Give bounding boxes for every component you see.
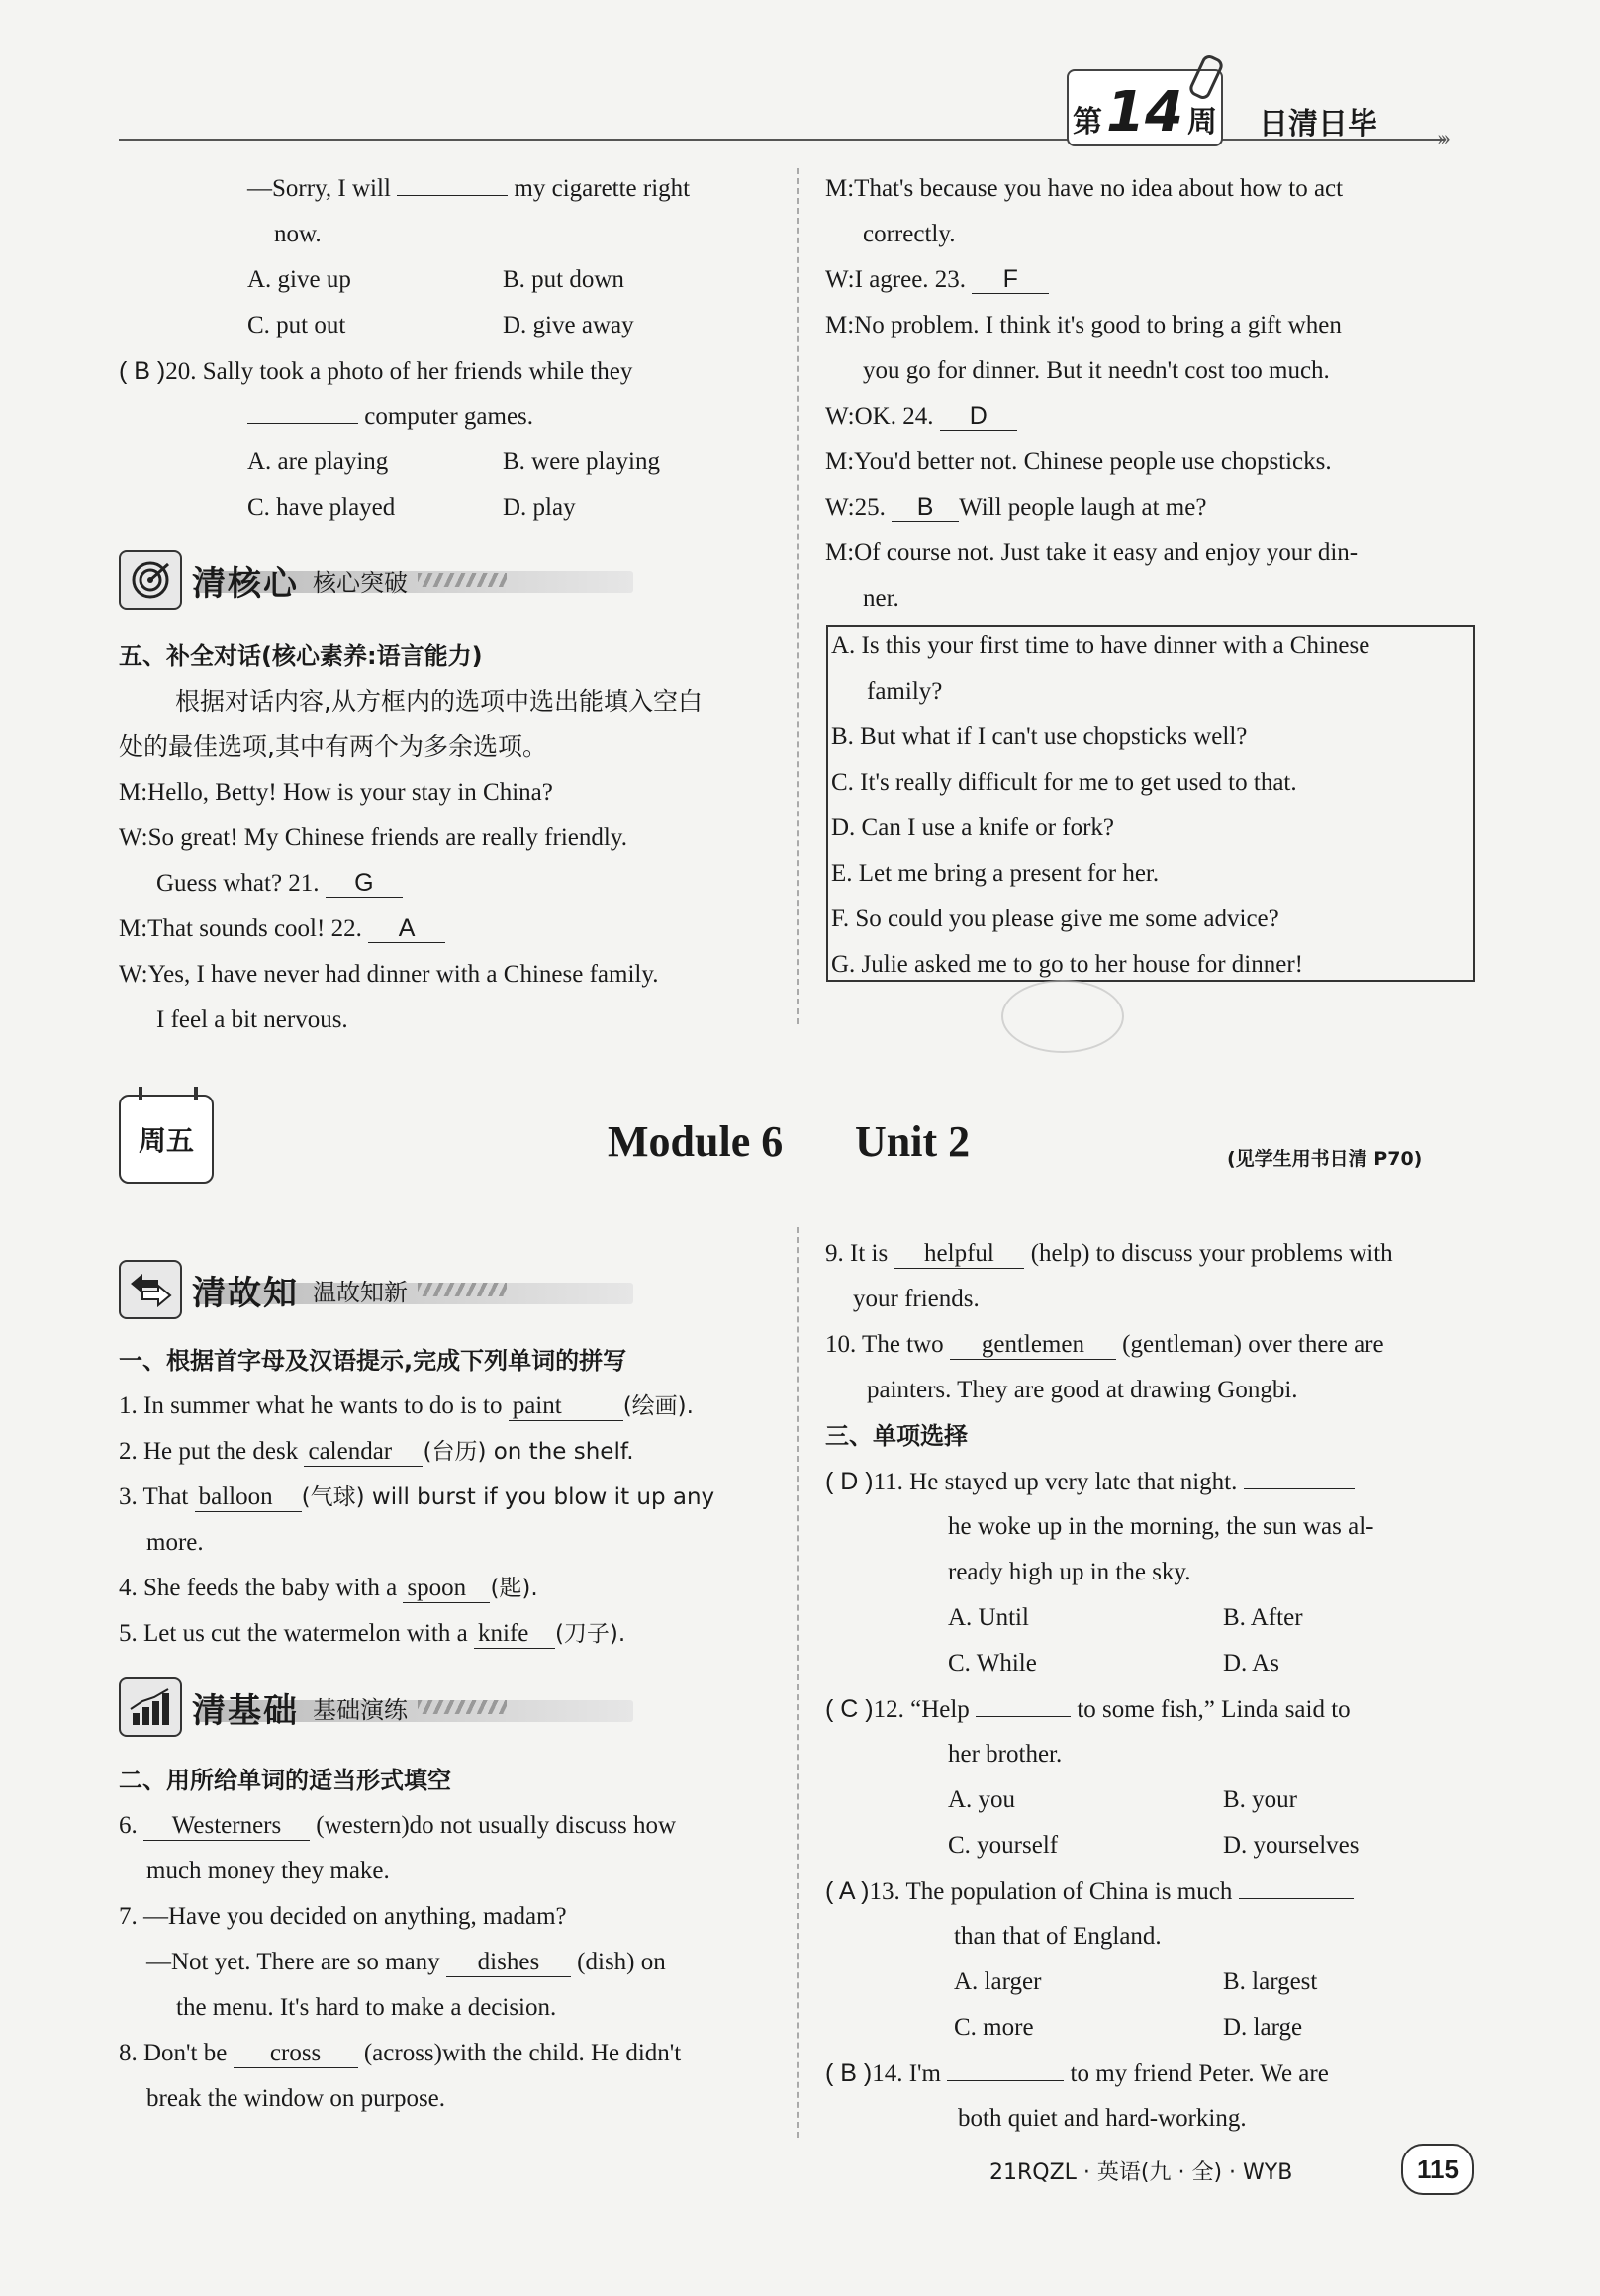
q12-opt-d: D. yourselves: [1223, 1832, 1360, 1859]
answer-23: F: [972, 265, 1049, 294]
answer-22: A: [368, 914, 445, 943]
sec2-heading: 二、用所给单词的适当形式填空: [119, 1767, 451, 1794]
q20-opt-d: D. play: [503, 494, 576, 521]
q9-line2: your friends.: [853, 1286, 980, 1312]
section-core-header: [119, 550, 507, 610]
q19-line2: now.: [274, 221, 322, 247]
q13-opt-c: C. more: [954, 2014, 1034, 2041]
q13-line2: than that of England.: [954, 1923, 1162, 1950]
arrows-icon: [119, 1260, 182, 1319]
header-rule: [119, 139, 1445, 141]
bar-chart-icon: [119, 1677, 182, 1737]
sec1-item3-cont: more.: [146, 1529, 204, 1556]
answer-21: G: [326, 869, 403, 898]
q11-line1: ( D )11. He stayed up very late that night.: [825, 1459, 1355, 1505]
q19-opt-a: A. give up: [247, 266, 351, 293]
q13-opt-a: A. larger: [954, 1968, 1042, 1995]
option-f: F. So could you please give me some advice?: [831, 906, 1279, 932]
q6-line1: 6. Westerners (western)do not usually discuss how: [119, 1812, 677, 1839]
section-core-title: 清核心: [192, 563, 299, 604]
section-review-title: 清故知: [192, 1273, 299, 1313]
q12-opt-b: B. your: [1223, 1786, 1297, 1813]
decor-stripe: [418, 1283, 507, 1296]
q12-line2: her brother.: [948, 1741, 1063, 1768]
day-label: 周五: [138, 1124, 194, 1157]
dialog-line1: M:Hello, Betty! How is your stay in China?: [119, 779, 553, 806]
sec5-heading: 五、补全对话(核心素养:语言能力): [119, 642, 483, 670]
section-basic-header: [119, 1677, 507, 1737]
q20-line2: computer games.: [247, 394, 533, 439]
book-reference: (见学生用书日清 P70): [1227, 1148, 1423, 1170]
q11-opt-d: D. As: [1223, 1650, 1279, 1676]
week-suffix: 周: [1186, 105, 1217, 140]
q19-opt-c: C. put out: [247, 312, 346, 338]
dialog-r7: M:You'd better not. Chinese people use chopsticks.: [825, 448, 1332, 475]
q10-line1: 10. The two gentlemen (gentleman) over there are: [825, 1331, 1384, 1358]
sec5-instr1: 根据对话内容,从方框内的选项中选出能填入空白: [175, 687, 703, 716]
chevrons-icon: ›››: [1437, 125, 1447, 149]
option-d: D. Can I use a knife or fork?: [831, 814, 1115, 841]
section-basic-title: 清基础: [192, 1690, 299, 1731]
option-e: E. Let me bring a present for her.: [831, 860, 1160, 887]
option-g: G. Julie asked me to go to her house for dinner!: [831, 951, 1303, 978]
dialog-r8: W:25. B Will people laugh at me?: [825, 493, 1207, 521]
page-number-badge: [1401, 2144, 1474, 2195]
module-title: Module 6: [608, 1117, 784, 1166]
week-number: 14: [1106, 80, 1183, 144]
dialog-line6: I feel a bit nervous.: [156, 1006, 348, 1033]
sec1-item5: 5. Let us cut the watermelon with a knife (刀子).: [119, 1620, 626, 1647]
q6-line2: much money they make.: [146, 1858, 390, 1884]
section-review-subtitle: 温故知新: [313, 1278, 408, 1306]
sec3-heading: 三、单项选择: [825, 1422, 968, 1450]
q7-line2: —Not yet. There are so many dishes (dish) on: [146, 1949, 666, 1975]
dialog-r2: correctly.: [863, 221, 956, 247]
dialog-r5: you go for dinner. But it needn't cost too much.: [863, 357, 1330, 384]
section-basic-subtitle: 基础演练: [313, 1695, 408, 1724]
q7-line1: 7. —Have you decided on anything, madam?: [119, 1903, 567, 1930]
q14-line2: both quiet and hard-working.: [958, 2105, 1247, 2132]
dialog-line5: W:Yes, I have never had dinner with a Chinese family.: [119, 961, 659, 988]
q12-opt-c: C. yourself: [948, 1832, 1059, 1859]
sec1-item1: 1. In summer what he wants to do is to paint (绘画).: [119, 1392, 694, 1419]
dialog-r9: M:Of course not. Just take it easy and enjoy your din-: [825, 539, 1359, 566]
option-a: A. Is this your first time to have dinner with a Chinese: [831, 632, 1370, 659]
q20-line1: ( B )20. Sally took a photo of her friends while they: [119, 357, 633, 385]
daily-label: 日清日毕: [1259, 107, 1377, 142]
stamp-icon: [1001, 980, 1124, 1053]
column-divider-top: [797, 168, 799, 1024]
q12-opt-a: A. you: [948, 1786, 1016, 1813]
q19-opt-d: D. give away: [503, 312, 634, 338]
q19-opt-b: B. put down: [503, 266, 624, 293]
unit-title: Unit 2: [855, 1117, 971, 1166]
q8-line1: 8. Don't be cross (across)with the child. He didn't: [119, 2040, 682, 2066]
decor-stripe: [418, 573, 507, 587]
q11-opt-c: C. While: [948, 1650, 1037, 1676]
answer-24: D: [940, 402, 1017, 430]
q13-line1: ( A )13. The population of China is much: [825, 1868, 1354, 1915]
option-c: C. It's really difficult for me to get used to that.: [831, 769, 1297, 796]
dialog-r6: W:OK. 24. D: [825, 394, 1017, 439]
q20-opt-a: A. are playing: [247, 448, 389, 475]
answer-25: B: [892, 493, 959, 522]
sec1-item3: 3. That balloon (气球) will burst if you blow it up any: [119, 1483, 715, 1510]
week-prefix: 第: [1073, 105, 1103, 140]
q20-opt-b: B. were playing: [503, 448, 660, 475]
dialog-line3: Guess what? 21. G: [156, 861, 403, 907]
q10-line2: painters. They are good at drawing Gongbi.: [867, 1377, 1298, 1403]
q11-opt-a: A. Until: [948, 1604, 1029, 1631]
q12-line1: ( C )12. “Help to some fish,” Linda said to: [825, 1695, 1351, 1723]
q7-line3: the menu. It's hard to make a decision.: [176, 1994, 557, 2021]
section-core-subtitle: 核心突破: [313, 568, 408, 597]
q13-opt-d: D. large: [1223, 2014, 1303, 2041]
q8-line2: break the window on purpose.: [146, 2085, 446, 2112]
section-review-header: [119, 1260, 507, 1319]
dialog-r3: W:I agree. 23. F: [825, 257, 1049, 303]
sec5-instr2: 处的最佳选项,其中有两个为多余选项。: [119, 732, 547, 761]
decor-stripe: [418, 1700, 507, 1714]
q11-line2: he woke up in the morning, the sun was al-: [948, 1513, 1374, 1540]
sec1-item4: 4. She feeds the baby with a spoon (匙).: [119, 1575, 538, 1601]
day-calendar-badge: [119, 1095, 214, 1184]
q9-line1: 9. It is helpful (help) to discuss your problems with: [825, 1240, 1393, 1267]
dialog-line4: M:That sounds cool! 22. A: [119, 907, 445, 952]
dialog-r1: M:That's because you have no idea about how to act: [825, 175, 1344, 202]
q13-opt-b: B. largest: [1223, 1968, 1318, 1995]
sec1-item2: 2. He put the desk calendar (台历) on the shelf.: [119, 1438, 634, 1465]
q20-opt-c: C. have played: [247, 494, 396, 521]
page-number: 115: [1417, 2153, 1459, 2184]
blank: [397, 195, 508, 196]
dialog-r10: ner.: [863, 585, 899, 612]
footer-code: 21RQZL · 英语(九 · 全) · WYB: [989, 2160, 1293, 2185]
dialog-r4: M:No problem. I think it's good to bring a gift when: [825, 312, 1342, 338]
sec1-heading: 一、根据首字母及汉语提示,完成下列单词的拼写: [119, 1347, 627, 1375]
option-b: B. But what if I can't use chopsticks well?: [831, 723, 1248, 750]
option-a-cont: family?: [867, 678, 943, 705]
q14-line1: ( B )14. I'm to my friend Peter. We are: [825, 2059, 1329, 2087]
column-divider-bottom: [797, 1227, 799, 2138]
q11-opt-b: B. After: [1223, 1604, 1303, 1631]
q11-line3: ready high up in the sky.: [948, 1559, 1191, 1585]
target-icon: [119, 550, 182, 610]
dialog-line2: W:So great! My Chinese friends are really friendly.: [119, 824, 627, 851]
q19-line1: —Sorry, I will my cigarette right: [247, 175, 691, 202]
calendar-rings-icon: [139, 1087, 198, 1100]
